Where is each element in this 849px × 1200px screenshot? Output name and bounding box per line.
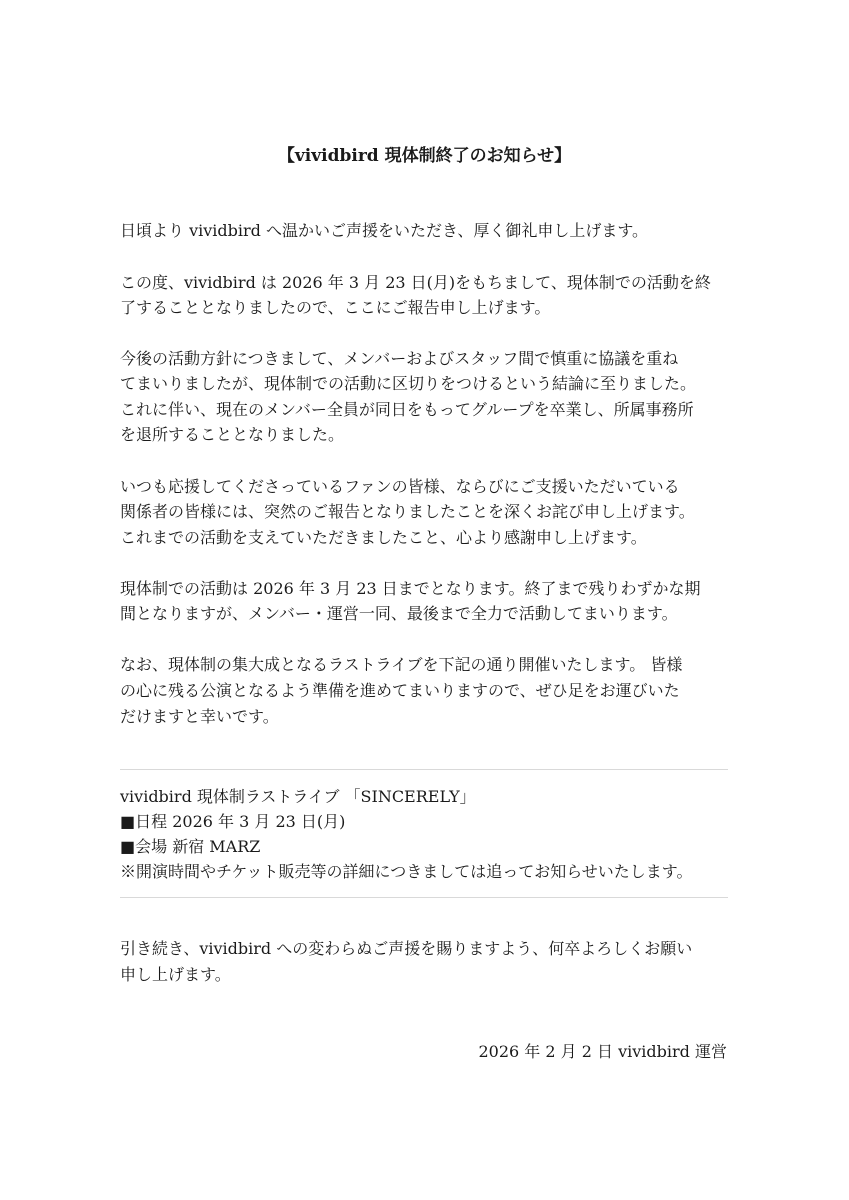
paragraph-3-line-2: 関係者の皆様には、突然のご報告となりましたことを深くお詫び申し上げます。 [120,502,695,521]
event-name: vividbird 現体制ラストライブ 「SINCERELY」 [120,787,476,806]
paragraph-5-line-3: だけますと幸いです。 [120,707,279,726]
announcement-title: 【vividbird 現体制終了のお知らせ】 [277,146,572,166]
greeting-line: 日頃より vividbird へ温かいご声援をいただき、厚く御礼申し上げます。 [120,221,649,240]
paragraph-2-line-4: を退所することとなりました。 [120,425,345,444]
closing-line-2: 申し上げます。 [120,965,231,984]
paragraph-2-line-2: てまいりましたが、現体制での活動に区切りをつけるという結論に至りました。 [120,374,697,393]
event-venue: ■会場 新宿 MARZ [120,837,261,856]
paragraph-2-line-1: 今後の活動方針につきまして、メンバーおよびスタッフ間で慎重に協議を重ね [120,349,679,368]
paragraph-3-line-1: いつも応援してくださっているファンの皆様、ならびにご支援いただいている [120,477,680,496]
paragraph-1-line-2: 了することとなりましたので、ここにご報告申し上げます。 [120,298,551,317]
signature: 2026 年 2 月 2 日 vividbird 運営 [478,1042,727,1061]
paragraph-4-line-2: 間となりますが、メンバー・運営一同、最後まで全力で活動してまいります。 [120,604,678,623]
paragraph-2-line-3: これに伴い、現在のメンバー全員が同日をもってグループを卒業し、所属事務所 [120,400,694,419]
event-note: ※開演時間やチケット販売等の詳細につきましては追ってお知らせいたします。 [120,862,693,881]
closing-line-1: 引き続き、vividbird への変わらぬご声援を賜りますよう、何卒よろしくお願い [120,939,693,958]
event-top-divider [120,769,728,770]
event-date: ■日程 2026 年 3 月 23 日(月) [120,812,346,831]
event-bottom-divider [120,897,728,898]
paragraph-5-line-1: なお、現体制の集大成となるラストライブを下記の通り開催いたします。 皆様 [120,655,683,674]
paragraph-3-line-3: これまでの活動を支えていただきましたこと、心より感謝申し上げます。 [120,528,647,547]
paragraph-5-line-2: の心に残る公演となるよう準備を進めてまいりますので、ぜひ足をお運びいた [120,681,680,700]
paragraph-1-line-1: この度、vividbird は 2026 年 3 月 23 日(月)をもちまして、現体制での活動を終 [120,273,711,292]
paragraph-4-line-1: 現体制での活動は 2026 年 3 月 23 日までとなります。終了まで残りわずかな期 [120,579,701,598]
